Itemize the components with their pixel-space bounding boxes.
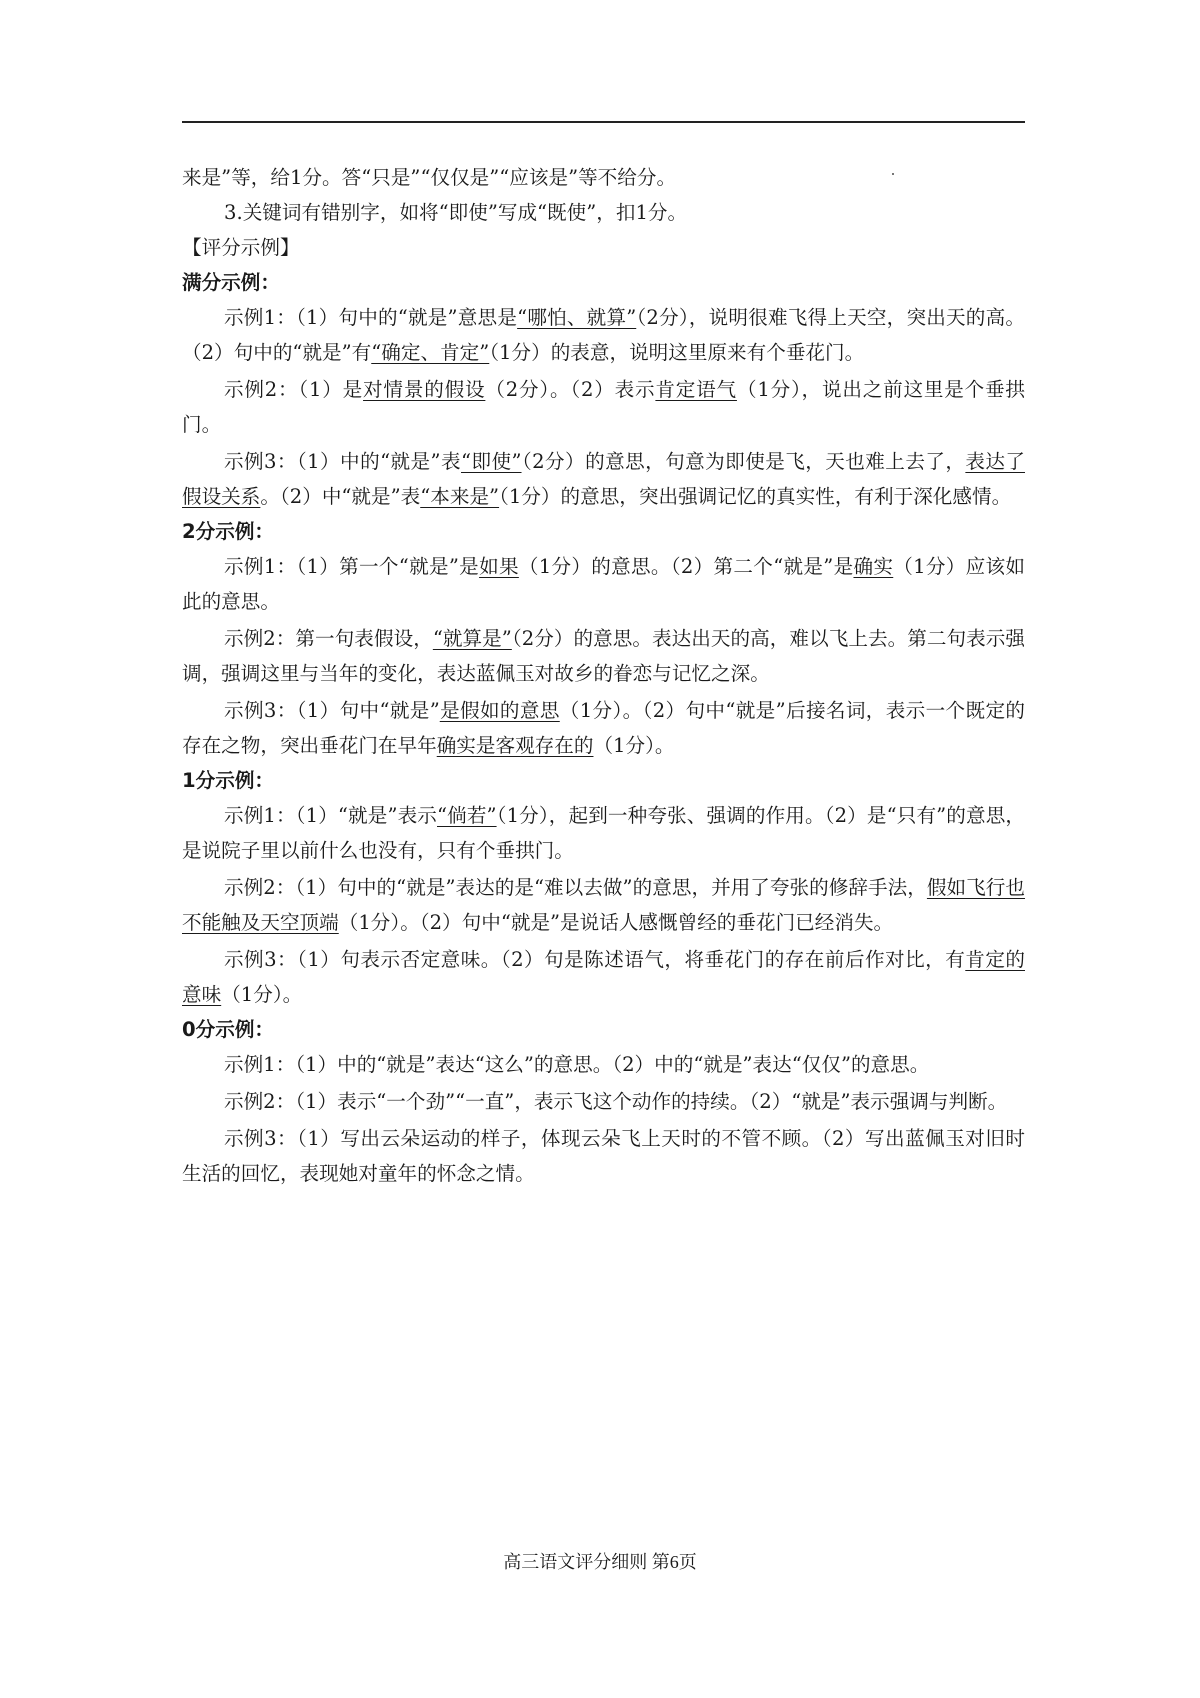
- underlined-answer: 对情景的假设: [363, 378, 486, 401]
- two-example-2: [182, 621, 1025, 691]
- text: 。（2）中“就是”表: [260, 485, 421, 508]
- underlined-answer: “即使”: [461, 450, 522, 473]
- text: （1分）的意思，突出强调记忆的真实性，有利于深化感情。: [499, 485, 1012, 508]
- zero-example-1: 示例1：（1）中的“就是”表达“这么”的意思。（2）中的“就是”表达“仅仅”的意思。: [224, 1053, 930, 1076]
- full-example-3: [182, 444, 1025, 514]
- full-score-heading: 满分示例：: [182, 271, 280, 294]
- text: （1分），说出之前这里是个垂拱门。: [182, 378, 1026, 436]
- one-point-heading: 1分示例：: [182, 769, 275, 792]
- underlined-answer: 是假如的意思: [439, 699, 560, 722]
- header-rule: [182, 121, 1025, 123]
- text: （2分），说明很难飞得上天空，突出天的高。（2）句中的“就是”有: [182, 306, 1025, 364]
- text: 示例1：（1）第一个“就是”是: [224, 555, 480, 578]
- page-footer: 高三语文评分细则 第6页: [503, 1552, 697, 1572]
- text: 示例3：（1）中的“就是”表: [224, 450, 462, 473]
- underlined-answer: 确实是客观存在的: [436, 734, 594, 757]
- text: （1分）的意思。（2）第二个“就是”是: [518, 555, 854, 578]
- underlined-answer: 确实: [853, 555, 894, 578]
- underlined-answer: 表达了假设关系: [182, 450, 1025, 508]
- text: 示例2：（1）句中的“就是”表达的是“难以去做”的意思，并用了夸张的修辞手法，: [224, 876, 927, 899]
- text: 示例1：（1）“就是”表示: [224, 804, 437, 827]
- zero-example-3: 示例3：（1）写出云朵运动的样子，体现云朵飞上天时的不管不顾。（2）写出蓝佩玉对旧时生活的回忆，表现她对童年的怀念之情。: [182, 1127, 1025, 1185]
- text: （2分）。（2）表示: [485, 378, 656, 401]
- text: 示例3：（1）句中“就是”: [224, 699, 440, 722]
- text: （1分），起到一种夸张、强调的作用。（2）是“只有”的意思，是说院子里以前什么也没有，只有个垂拱门。: [182, 804, 1025, 862]
- rule-line-2: 3.关键词有错别字，如将“即使”写成“既使”，扣1分。: [224, 201, 688, 224]
- underlined-answer: “本来是”: [420, 485, 500, 508]
- underlined-answer: 肯定的意味: [182, 948, 1025, 1006]
- two-example-3: [182, 693, 1025, 763]
- text: （1分）。（2）句中“就是”后接名词，表示一个既定的存在之物，突出垂花门在早年: [182, 699, 1025, 757]
- section-title: 【评分示例】: [182, 236, 300, 259]
- underlined-answer: 肯定语气: [655, 378, 737, 401]
- text: （1分）。（2）句中“就是”是说话人感慨曾经的垂花门已经消失。: [338, 911, 894, 934]
- two-point-heading: 2分示例：: [182, 520, 275, 543]
- full-example-2: [182, 372, 1025, 442]
- text: 示例2：（1）是: [224, 378, 364, 401]
- text: （1分）的表意，说明这里原来有个垂花门。: [489, 341, 865, 364]
- text: （1分）。: [221, 983, 303, 1006]
- full-example-1: [182, 300, 1025, 370]
- underlined-answer: “确定、肯定”: [371, 341, 490, 364]
- one-example-2: [182, 870, 1025, 940]
- zero-point-heading: 0分示例：: [182, 1018, 275, 1041]
- text: 示例1：（1）句中的“就是”意思是: [224, 306, 518, 329]
- one-example-1: [182, 798, 1025, 868]
- text: （1分）应该如此的意思。: [182, 555, 1026, 613]
- one-example-3: [182, 942, 1025, 1012]
- underlined-answer: “就算是”: [432, 627, 512, 650]
- underlined-answer: “倘若”: [437, 804, 497, 827]
- text: （2分）的意思。表达出天的高，难以飞上去。第二句表示强调，强调这里与当年的变化，表达蓝佩玉对故乡的眷恋与记忆之深。: [182, 627, 1025, 685]
- text: 示例2：第一句表假设，: [224, 627, 433, 650]
- underlined-answer: “哪怕、就算”: [517, 306, 637, 329]
- rule-line-1: 来是”等，给1分。答“只是”“仅仅是”“应该是”等不给分。: [182, 166, 677, 189]
- text: 示例3：（1）句表示否定意味。（2）句是陈述语气，将垂花门的存在前后作对比，有: [224, 948, 966, 971]
- underlined-answer: 假如飞行也不能触及天空顶端: [182, 876, 1026, 934]
- text: （2分）的意思，句意为即使是飞，天也难上去了，: [521, 450, 966, 473]
- zero-example-2: 示例2：（1）表示“一个劲”“一直”，表示飞这个动作的持续。（2）“就是”表示强调与判断。: [224, 1090, 1008, 1113]
- two-example-1: [182, 549, 1025, 619]
- page-content: [182, 160, 1025, 1191]
- text: （1分）。: [593, 734, 675, 757]
- underlined-answer: 如果: [479, 555, 519, 578]
